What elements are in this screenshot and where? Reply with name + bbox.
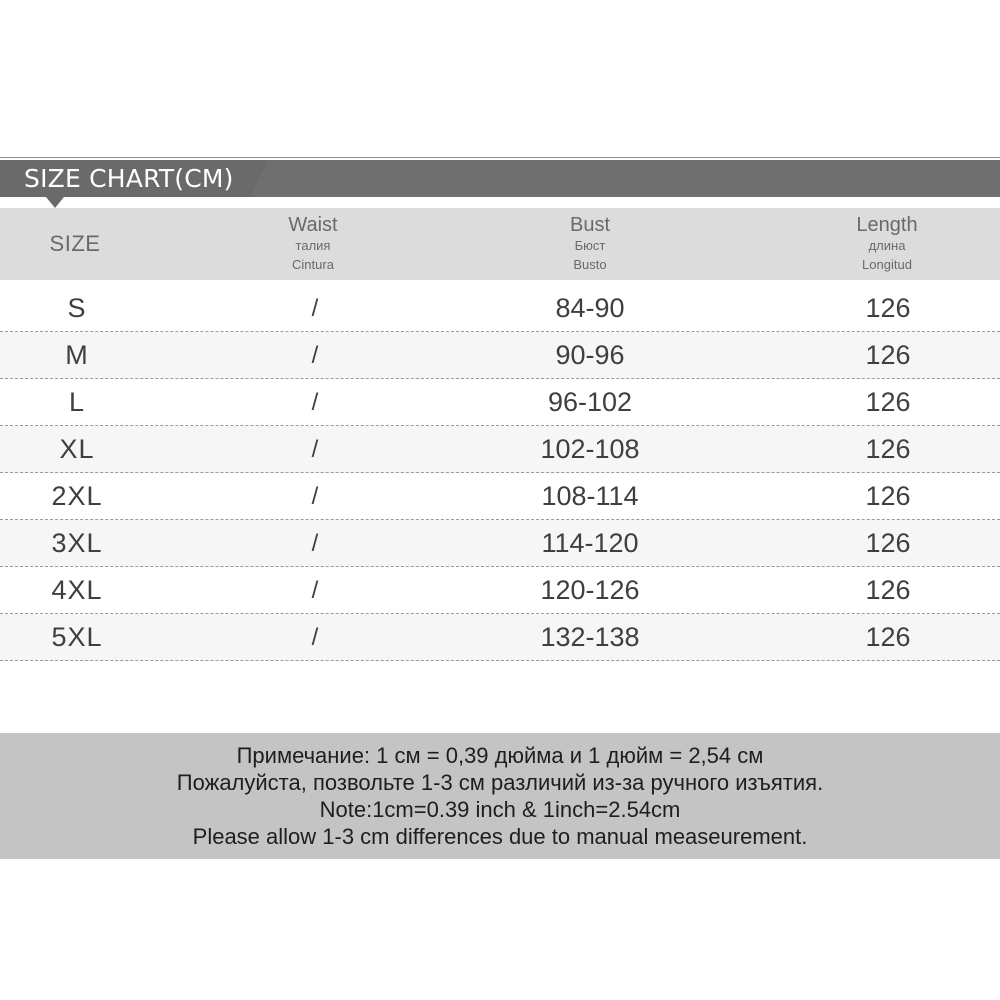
size-chart-title: SIZE CHART(CM) bbox=[24, 164, 234, 193]
table-row bbox=[0, 332, 1000, 379]
header-length-ru: длина bbox=[868, 238, 906, 253]
cell-bust: 114-120 bbox=[541, 528, 639, 558]
cell-bust: 102-108 bbox=[540, 434, 640, 464]
note-line-ru-tolerance: Пожалуйста, позвольте 1-3 см различий из-за ручного изъятия. bbox=[176, 770, 824, 795]
cell-waist: / bbox=[311, 577, 319, 604]
table-row bbox=[0, 426, 1000, 473]
table-row bbox=[0, 285, 1000, 332]
header-waist-en: Waist bbox=[288, 214, 338, 236]
cell-waist: / bbox=[311, 295, 319, 322]
table-row bbox=[0, 473, 1000, 520]
cell-size: S bbox=[67, 293, 87, 323]
cell-size: L bbox=[68, 387, 86, 417]
title-pointer-icon bbox=[46, 197, 64, 208]
cell-bust: 96-102 bbox=[547, 387, 633, 417]
cell-size: 4XL bbox=[51, 575, 103, 605]
cell-size: 2XL bbox=[51, 481, 103, 511]
cell-length: 126 bbox=[865, 575, 911, 605]
cell-bust: 120-126 bbox=[540, 575, 640, 605]
cell-length: 126 bbox=[865, 528, 911, 558]
header-size-label: SIZE bbox=[49, 231, 101, 256]
table-row bbox=[0, 379, 1000, 426]
cell-waist: / bbox=[311, 342, 319, 369]
header-length-es: Longitud bbox=[862, 257, 912, 272]
cell-size: 5XL bbox=[51, 622, 103, 652]
header-waist-ru: талия bbox=[295, 238, 331, 253]
cell-waist: / bbox=[311, 436, 319, 463]
table-row bbox=[0, 614, 1000, 661]
note-line-en-conversion: Note:1cm=0.39 inch & 1inch=2.54cm bbox=[319, 797, 681, 822]
header-bust bbox=[515, 208, 665, 280]
cell-bust: 84-90 bbox=[555, 293, 625, 323]
header-length bbox=[812, 208, 962, 280]
cell-length: 126 bbox=[865, 434, 911, 464]
cell-waist: / bbox=[311, 624, 319, 651]
cell-length: 126 bbox=[865, 387, 911, 417]
cell-size: 3XL bbox=[51, 528, 103, 558]
header-bust-ru: Бюст bbox=[574, 238, 606, 253]
header-bust-en: Bust bbox=[569, 214, 611, 236]
header-waist bbox=[238, 208, 388, 280]
cell-waist: / bbox=[311, 530, 319, 557]
cell-bust: 108-114 bbox=[541, 481, 639, 511]
measurement-note bbox=[0, 733, 1000, 859]
top-divider bbox=[0, 157, 1000, 158]
cell-length: 126 bbox=[865, 622, 911, 652]
note-line-ru-conversion: Примечание: 1 см = 0,39 дюйма и 1 дюйм = 2,54 см bbox=[236, 743, 764, 768]
cell-size: M bbox=[65, 340, 89, 370]
size-table-body bbox=[0, 285, 1000, 661]
cell-bust: 132-138 bbox=[540, 622, 640, 652]
header-size bbox=[0, 208, 150, 280]
cell-length: 126 bbox=[865, 293, 911, 323]
cell-size: XL bbox=[59, 434, 95, 464]
cell-length: 126 bbox=[865, 340, 911, 370]
table-row bbox=[0, 567, 1000, 614]
cell-waist: / bbox=[311, 483, 319, 510]
table-row bbox=[0, 520, 1000, 567]
note-line-en-tolerance: Please allow 1-3 cm differences due to manual measeurement. bbox=[192, 824, 808, 849]
header-waist-es: Cintura bbox=[292, 257, 334, 272]
cell-length: 126 bbox=[865, 481, 911, 511]
cell-bust: 90-96 bbox=[555, 340, 625, 370]
header-length-en: Length bbox=[856, 214, 918, 236]
header-bust-es: Busto bbox=[573, 257, 607, 272]
cell-waist: / bbox=[311, 389, 319, 416]
